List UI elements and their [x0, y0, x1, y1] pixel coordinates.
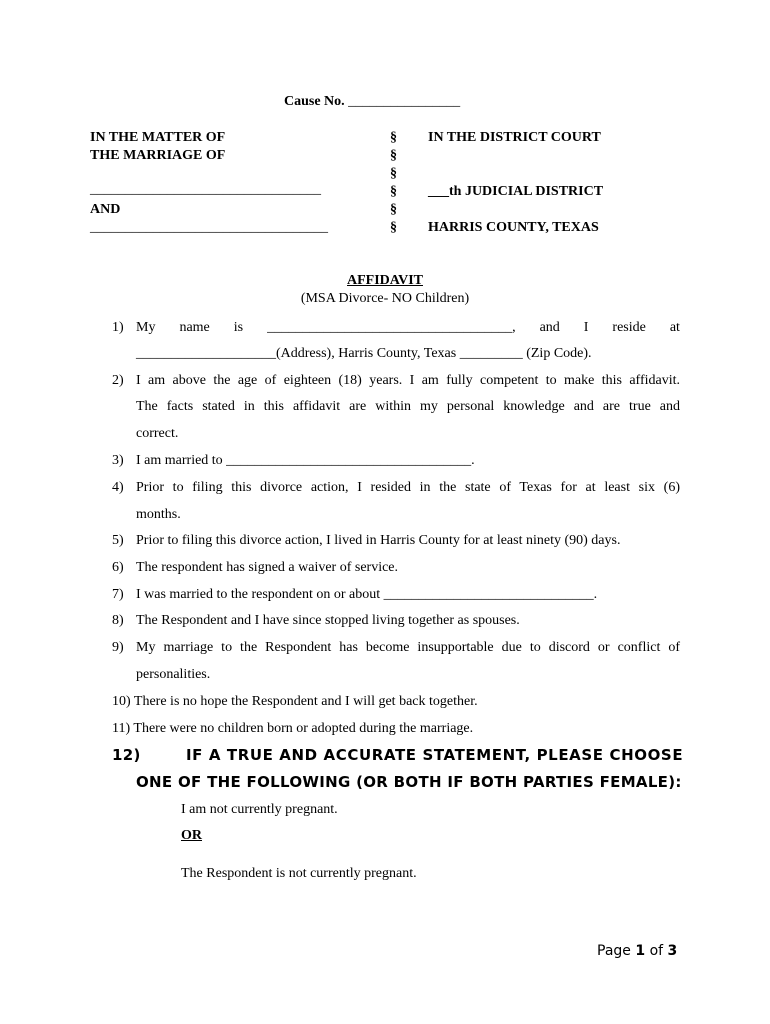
item-2-line-2: The facts stated in this affidavit are within my personal knowledge and are true and: [136, 399, 680, 414]
item-2-line-3: correct.: [136, 426, 179, 441]
document-subtitle: (MSA Divorce- NO Children): [300, 291, 470, 306]
caption-district[interactable]: ___th JUDICIAL DISTRICT: [428, 184, 604, 199]
item-6-text: The respondent has signed a waiver of service.: [136, 560, 399, 575]
or-text: OR: [181, 828, 202, 843]
word: My: [136, 320, 156, 335]
section-sign: §: [390, 220, 397, 235]
option-not-pregnant[interactable]: I am not currently pregnant.: [181, 802, 338, 817]
item-5-text: Prior to filing this divorce action, I lived in Harris County for at least ninety (90) days.: [136, 533, 621, 548]
document-title: [0, 273, 770, 289]
caption-court: IN THE DISTRICT COURT: [428, 130, 601, 145]
item-9-line-1: My marriage to the Respondent has become insupportable due to discord or conflict of: [136, 640, 680, 655]
item-12-heading-line-2: ONE OF THE FOLLOWING (OR BOTH IF BOTH PARTIES FEMALE):: [136, 773, 682, 791]
item-number: 12): [112, 746, 141, 764]
page-total: 3: [667, 943, 678, 959]
item-1-line-1: [136, 320, 680, 336]
page-number: 1: [635, 943, 646, 959]
item-number: 7): [112, 587, 124, 602]
cause-number-line: [284, 94, 460, 110]
item-7-text[interactable]: I was married to the respondent on or about ______________________________.: [136, 587, 598, 602]
cause-label: Cause No.: [284, 94, 345, 109]
respondent-name-blank[interactable]: __________________________________: [90, 220, 328, 235]
section-sign: §: [390, 202, 397, 217]
item-9-line-2: personalities.: [136, 667, 211, 682]
item-4-line-1: Prior to filing this divorce action, I resided in the state of Texas for at least six (6): [136, 480, 680, 495]
word: at: [669, 320, 680, 335]
of-word: of: [649, 943, 664, 959]
item-11-text: 11) There were no children born or adopted during the marriage.: [112, 721, 474, 736]
word: name: [179, 320, 210, 335]
item-8-text: The Respondent and I have since stopped living together as spouses.: [136, 613, 520, 628]
cause-number-blank[interactable]: ________________: [348, 94, 461, 109]
word: is: [233, 320, 244, 335]
section-sign: §: [390, 130, 397, 145]
caption-left-line1: IN THE MATTER OF: [90, 130, 226, 145]
page-word: Page: [597, 943, 631, 959]
section-sign: §: [390, 184, 397, 199]
item-number: 5): [112, 533, 124, 548]
caption-and: AND: [90, 202, 121, 217]
item-2-line-1: I am above the age of eighteen (18) years. I am fully competent to make this affidavit.: [136, 373, 680, 388]
item-number: 8): [112, 613, 124, 628]
item-number: 2): [112, 373, 124, 388]
document-title-text: AFFIDAVIT: [347, 273, 423, 288]
option-or: [181, 828, 202, 844]
item-10-text: 10) There is no hope the Respondent and I will get back together.: [112, 694, 478, 709]
item-12-heading-line-1: IF A TRUE AND ACCURATE STATEMENT, PLEASE CHOOSE: [186, 746, 684, 764]
petitioner-name-blank[interactable]: _________________________________: [90, 182, 321, 197]
page-indicator: [597, 943, 677, 959]
item-1-address-line[interactable]: ____________________(Address), Harris County, Texas _________ (Zip Code).: [136, 346, 592, 361]
item-number: 9): [112, 640, 124, 655]
item-3-text[interactable]: I am married to ___________________________________.: [136, 453, 475, 468]
item-number: 3): [112, 453, 124, 468]
word: reside: [612, 320, 646, 335]
name-blank[interactable]: ___________________________________,: [267, 320, 516, 335]
word: I: [583, 320, 589, 335]
item-number: 6): [112, 560, 124, 575]
section-sign: §: [390, 148, 397, 163]
section-sign: §: [390, 166, 397, 181]
word: and: [539, 320, 560, 335]
caption-county: HARRIS COUNTY, TEXAS: [428, 220, 599, 235]
item-number: 1): [112, 320, 124, 335]
item-4-line-2: months.: [136, 507, 181, 522]
caption-left-line2: THE MARRIAGE OF: [90, 148, 226, 163]
item-number: 4): [112, 480, 124, 495]
option-respondent-not-pregnant[interactable]: The Respondent is not currently pregnant.: [181, 866, 417, 881]
